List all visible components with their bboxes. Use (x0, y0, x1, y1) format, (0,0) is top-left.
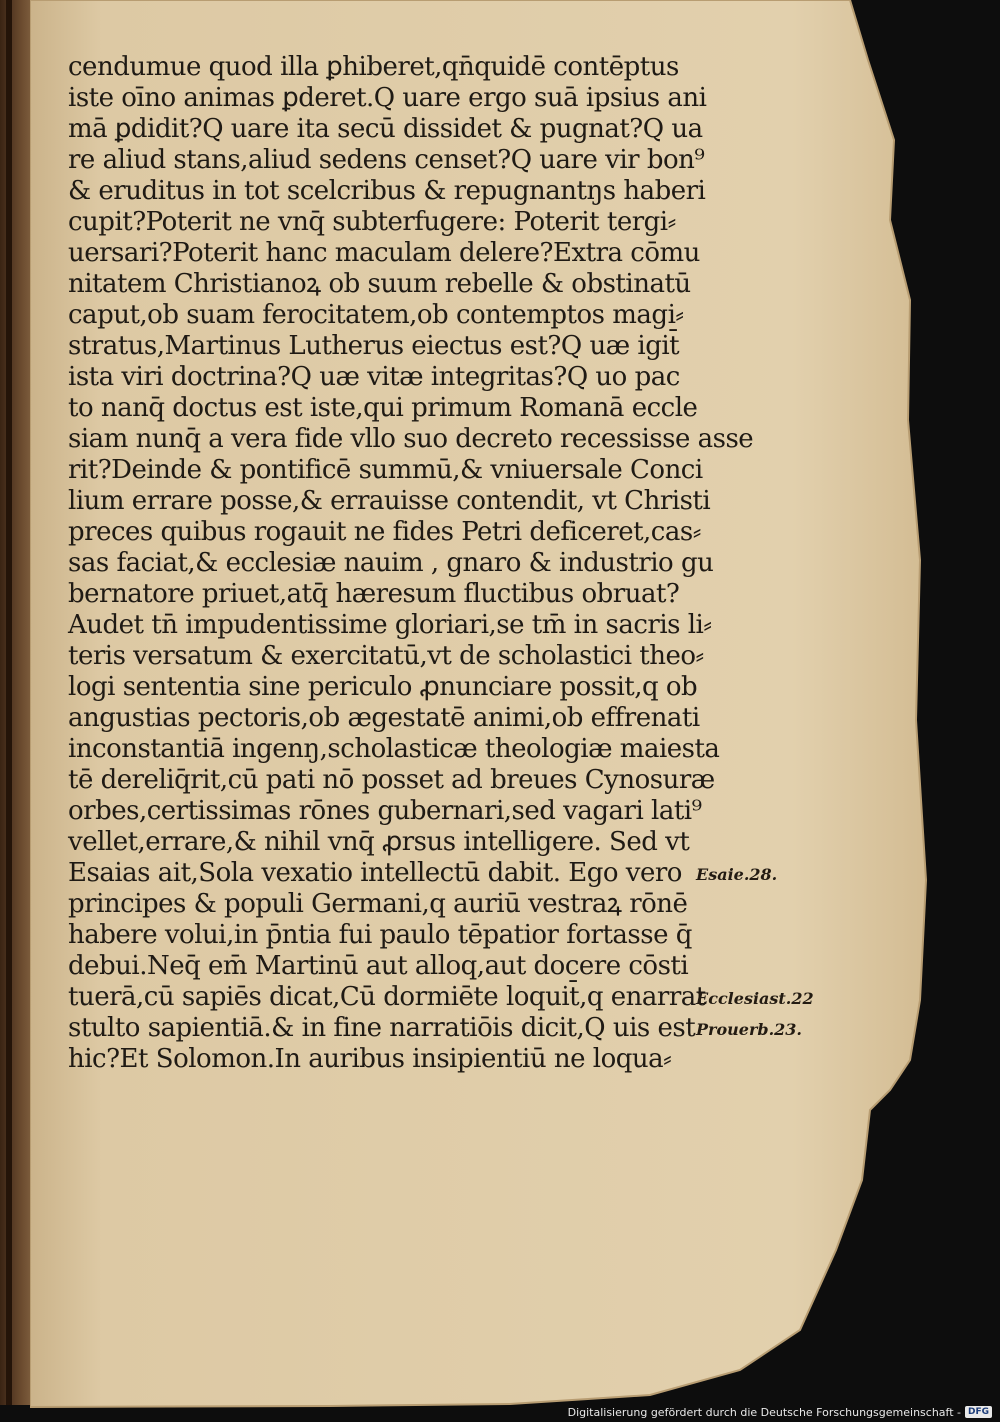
text-line: caput,ob suam ferocitatem,ob contemptos magi⸗ (68, 300, 684, 330)
text-line: logi sententia sine periculo ꝓnunciare possit,q ob (68, 672, 698, 702)
binding-shadow (6, 0, 12, 1405)
text-line: angustias pectoris,ob ægestatē animi,ob effrenati (68, 703, 700, 733)
text-line: tē dereliq̄rit,cū pati nō posset ad breues Cynosuræ (68, 765, 715, 795)
text-line: vellet,errare,& nihil vnq̄ ꝓrsus intelligere. Sed vt (68, 827, 690, 857)
text-line: cendumue quod illa ꝑhiberet,qn̄quidē contēptus (68, 52, 679, 82)
text-line: Audet tn̄ impudentissime gloriari,se tm̄ in sacris li⸗ (68, 610, 712, 640)
text-line: cupit?Poterit ne vnq̄ subterfugere: Poterit tergi⸗ (68, 207, 676, 237)
text-line: tuerā,cū sapiēs dicat,Cū dormiēte loquit̄,q enarrat (68, 982, 706, 1012)
margin-note: Esaie.28. (696, 865, 778, 884)
text-line: Esaias ait,Sola vexatio intellectū dabit. Ego vero (68, 858, 682, 888)
text-line: bernatore priuet,atq̄ hæresum fluctibus obruat? (68, 579, 680, 609)
text-line: debui.Neq̄ em̄ Martinū aut alloq,aut docere cōsti (68, 951, 689, 981)
text-line: sas faciat,& ecclesiæ nauim , gnaro & industrio gu (68, 548, 714, 578)
text-line: nitatem Christianoꝝ ob suum rebelle & obstinatū (68, 269, 691, 299)
text-line: to nanq̄ doctus est iste,qui primum Romanā eccle (68, 393, 698, 423)
text-line: habere volui,in p̄ntia fui paulo tēpatior fortasse q̄ (68, 920, 692, 950)
text-line: rit?Deinde & pontificē summū,& vniuersale Conci (68, 455, 703, 485)
text-line: orbes,certissimas rōnes gubernari,sed vagari lati⁹ (68, 796, 702, 826)
text-line: principes & populi Germani,q auriū vestraꝝ rōnē (68, 889, 688, 919)
text-line: preces quibus rogauit ne fides Petri deficeret,cas⸗ (68, 517, 701, 547)
text-line: stratus,Martinus Lutherus eiectus est?Q uæ igit̄ (68, 331, 680, 361)
text-line: ista viri doctrina?Q uæ vitæ integritas?Q uo pac (68, 362, 680, 392)
text-line: lium errare posse,& errauisse contendit, vt Christi (68, 486, 711, 516)
text-line: hic?Et Solomon.In auribus insipientiū ne loqua⸗ (68, 1044, 672, 1074)
text-line: & eruditus in tot scelcribus & repugnantŋs haberi (68, 176, 706, 206)
text-line: inconstantiā ingenŋ,scholasticæ theologiæ maiesta (68, 734, 720, 764)
text-line: uersari?Poterit hanc maculam delere?Extra cōmu (68, 238, 700, 268)
text-line: re aliud stans,aliud sedens censet?Q uare vir bon⁹ (68, 145, 705, 175)
dfg-logo: DFG (965, 1406, 992, 1418)
text-line: stulto sapientiā.& in fine narratiōis dicit,Q uis est (68, 1013, 696, 1043)
footer-text: Digitalisierung gefördert durch die Deutsche Forschungsgemeinschaft - (567, 1405, 961, 1419)
text-line: iste oīno animas ꝑderet.Q uare ergo suā ipsius ani (68, 83, 707, 113)
margin-note: Prouerb.23. (696, 1020, 802, 1039)
text-line: siam nunq̄ a vera fide vllo suo decreto recessisse asse (68, 424, 754, 454)
footer (568, 1403, 992, 1421)
text-line: teris versatum & exercitatū,vt de scholastici theo⸗ (68, 641, 704, 671)
margin-note: Ecclesiast.22 (696, 989, 814, 1008)
text-line: mā ꝑdidit?Q uare ita secū dissidet & pugnat?Q ua (68, 114, 703, 144)
